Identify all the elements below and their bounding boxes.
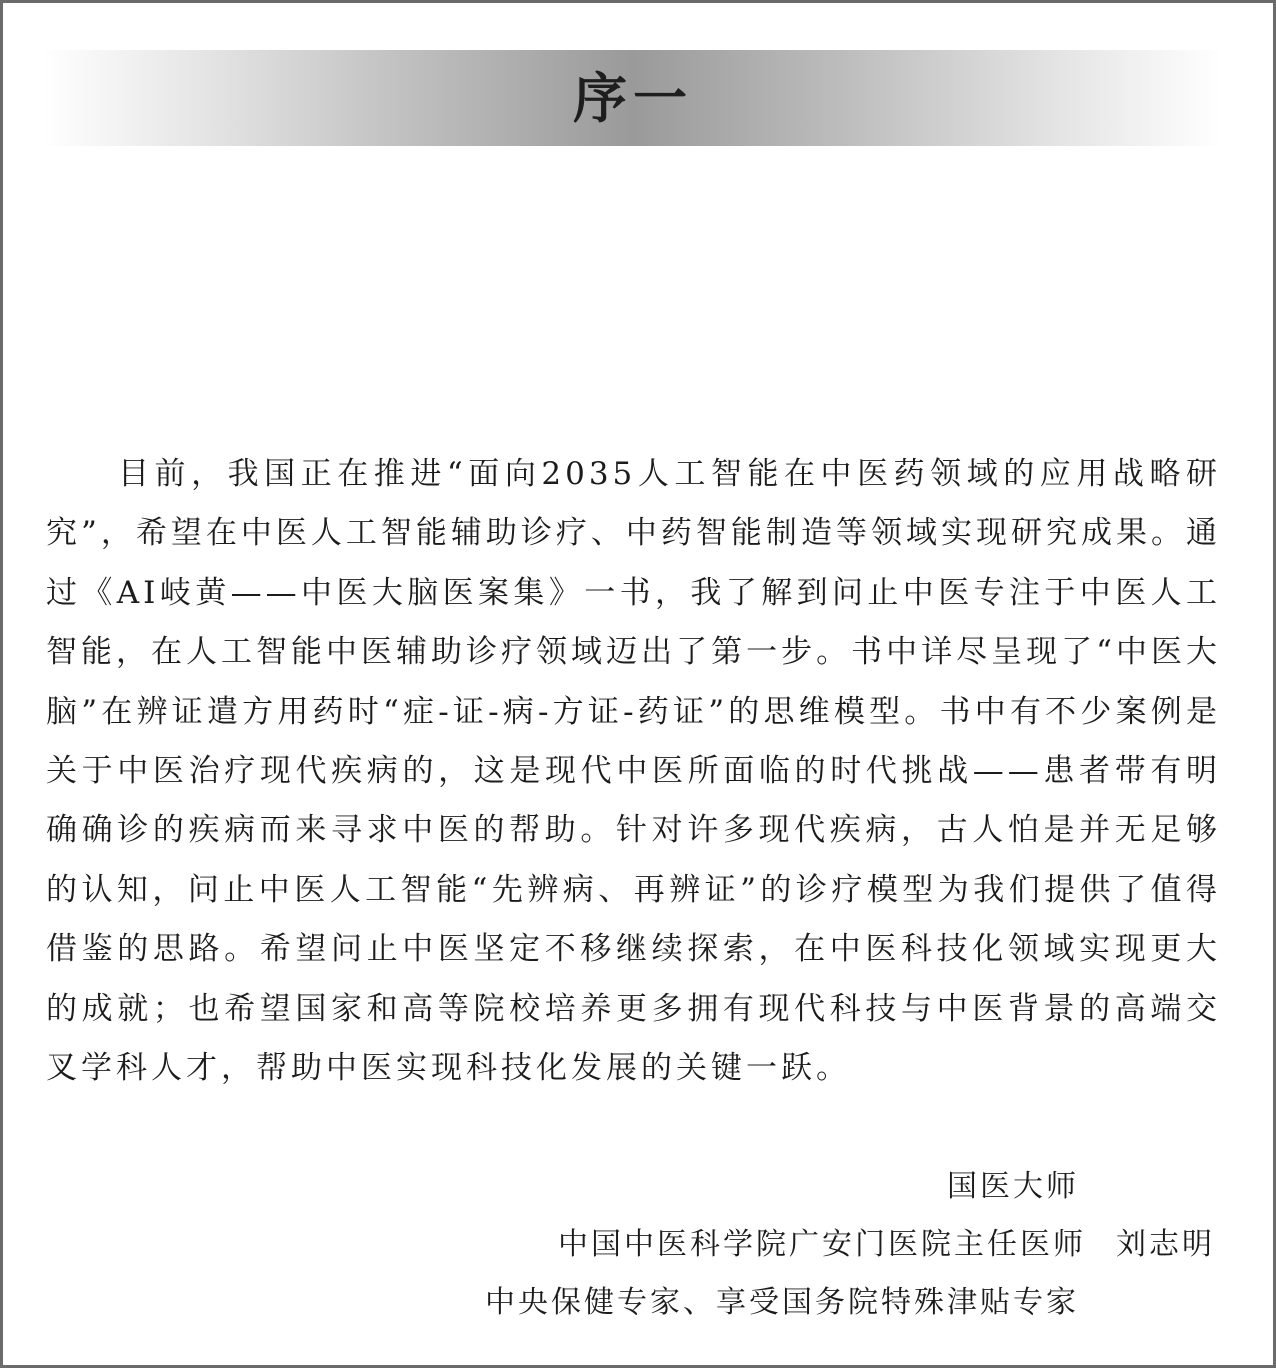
signature-affiliation-line [485, 1216, 1215, 1274]
signature-affiliation: 中国中医科学院广安门医院主任医师 [558, 1227, 1086, 1262]
signature-title: 国医大师 [947, 1169, 1079, 1204]
signature-name: 刘志明 [1116, 1227, 1215, 1262]
signature-block [485, 1158, 1215, 1332]
title-banner [43, 50, 1223, 146]
page-title: 序一 [573, 66, 693, 130]
body-paragraph: 目前，我国正在推进“面向2035人工智能在中医药领域的应用战略研究”，希望在中医人工智能辅助诊疗、中药智能制造等领域实现研究成果。通过《AI岐黄——中医大脑医案集》一书，我了解到问止中医专注于中医人工智能，在人工智能中医辅助诊疗领域迈出了第一步。书中详尽呈现了“中医大脑”在辨证遣方用药时“症-证-病-方证-药证”的思维模型。书中有不少案例是关于中医治疗现代疾病的，这是现代中医所面临的时代挑战——患者带有明确确诊的疾病而来寻求中医的帮助。针对许多现代疾病，古人怕是并无足够的认知，问止中医人工智能“先辨病、再辨证”的诊疗模型为我们提供了值得借鉴的思路。希望问止中医坚定不移继续探索，在中医科技化领域实现更大的成就；也希望国家和高等院校培养更多拥有现代科技与中医背景的高端交叉学科人才，帮助中医实现科技化发展的关键一跃。 [46, 456, 1221, 1087]
signature-honors: 中央保健专家、享受国务院特殊津贴专家 [485, 1285, 1079, 1320]
